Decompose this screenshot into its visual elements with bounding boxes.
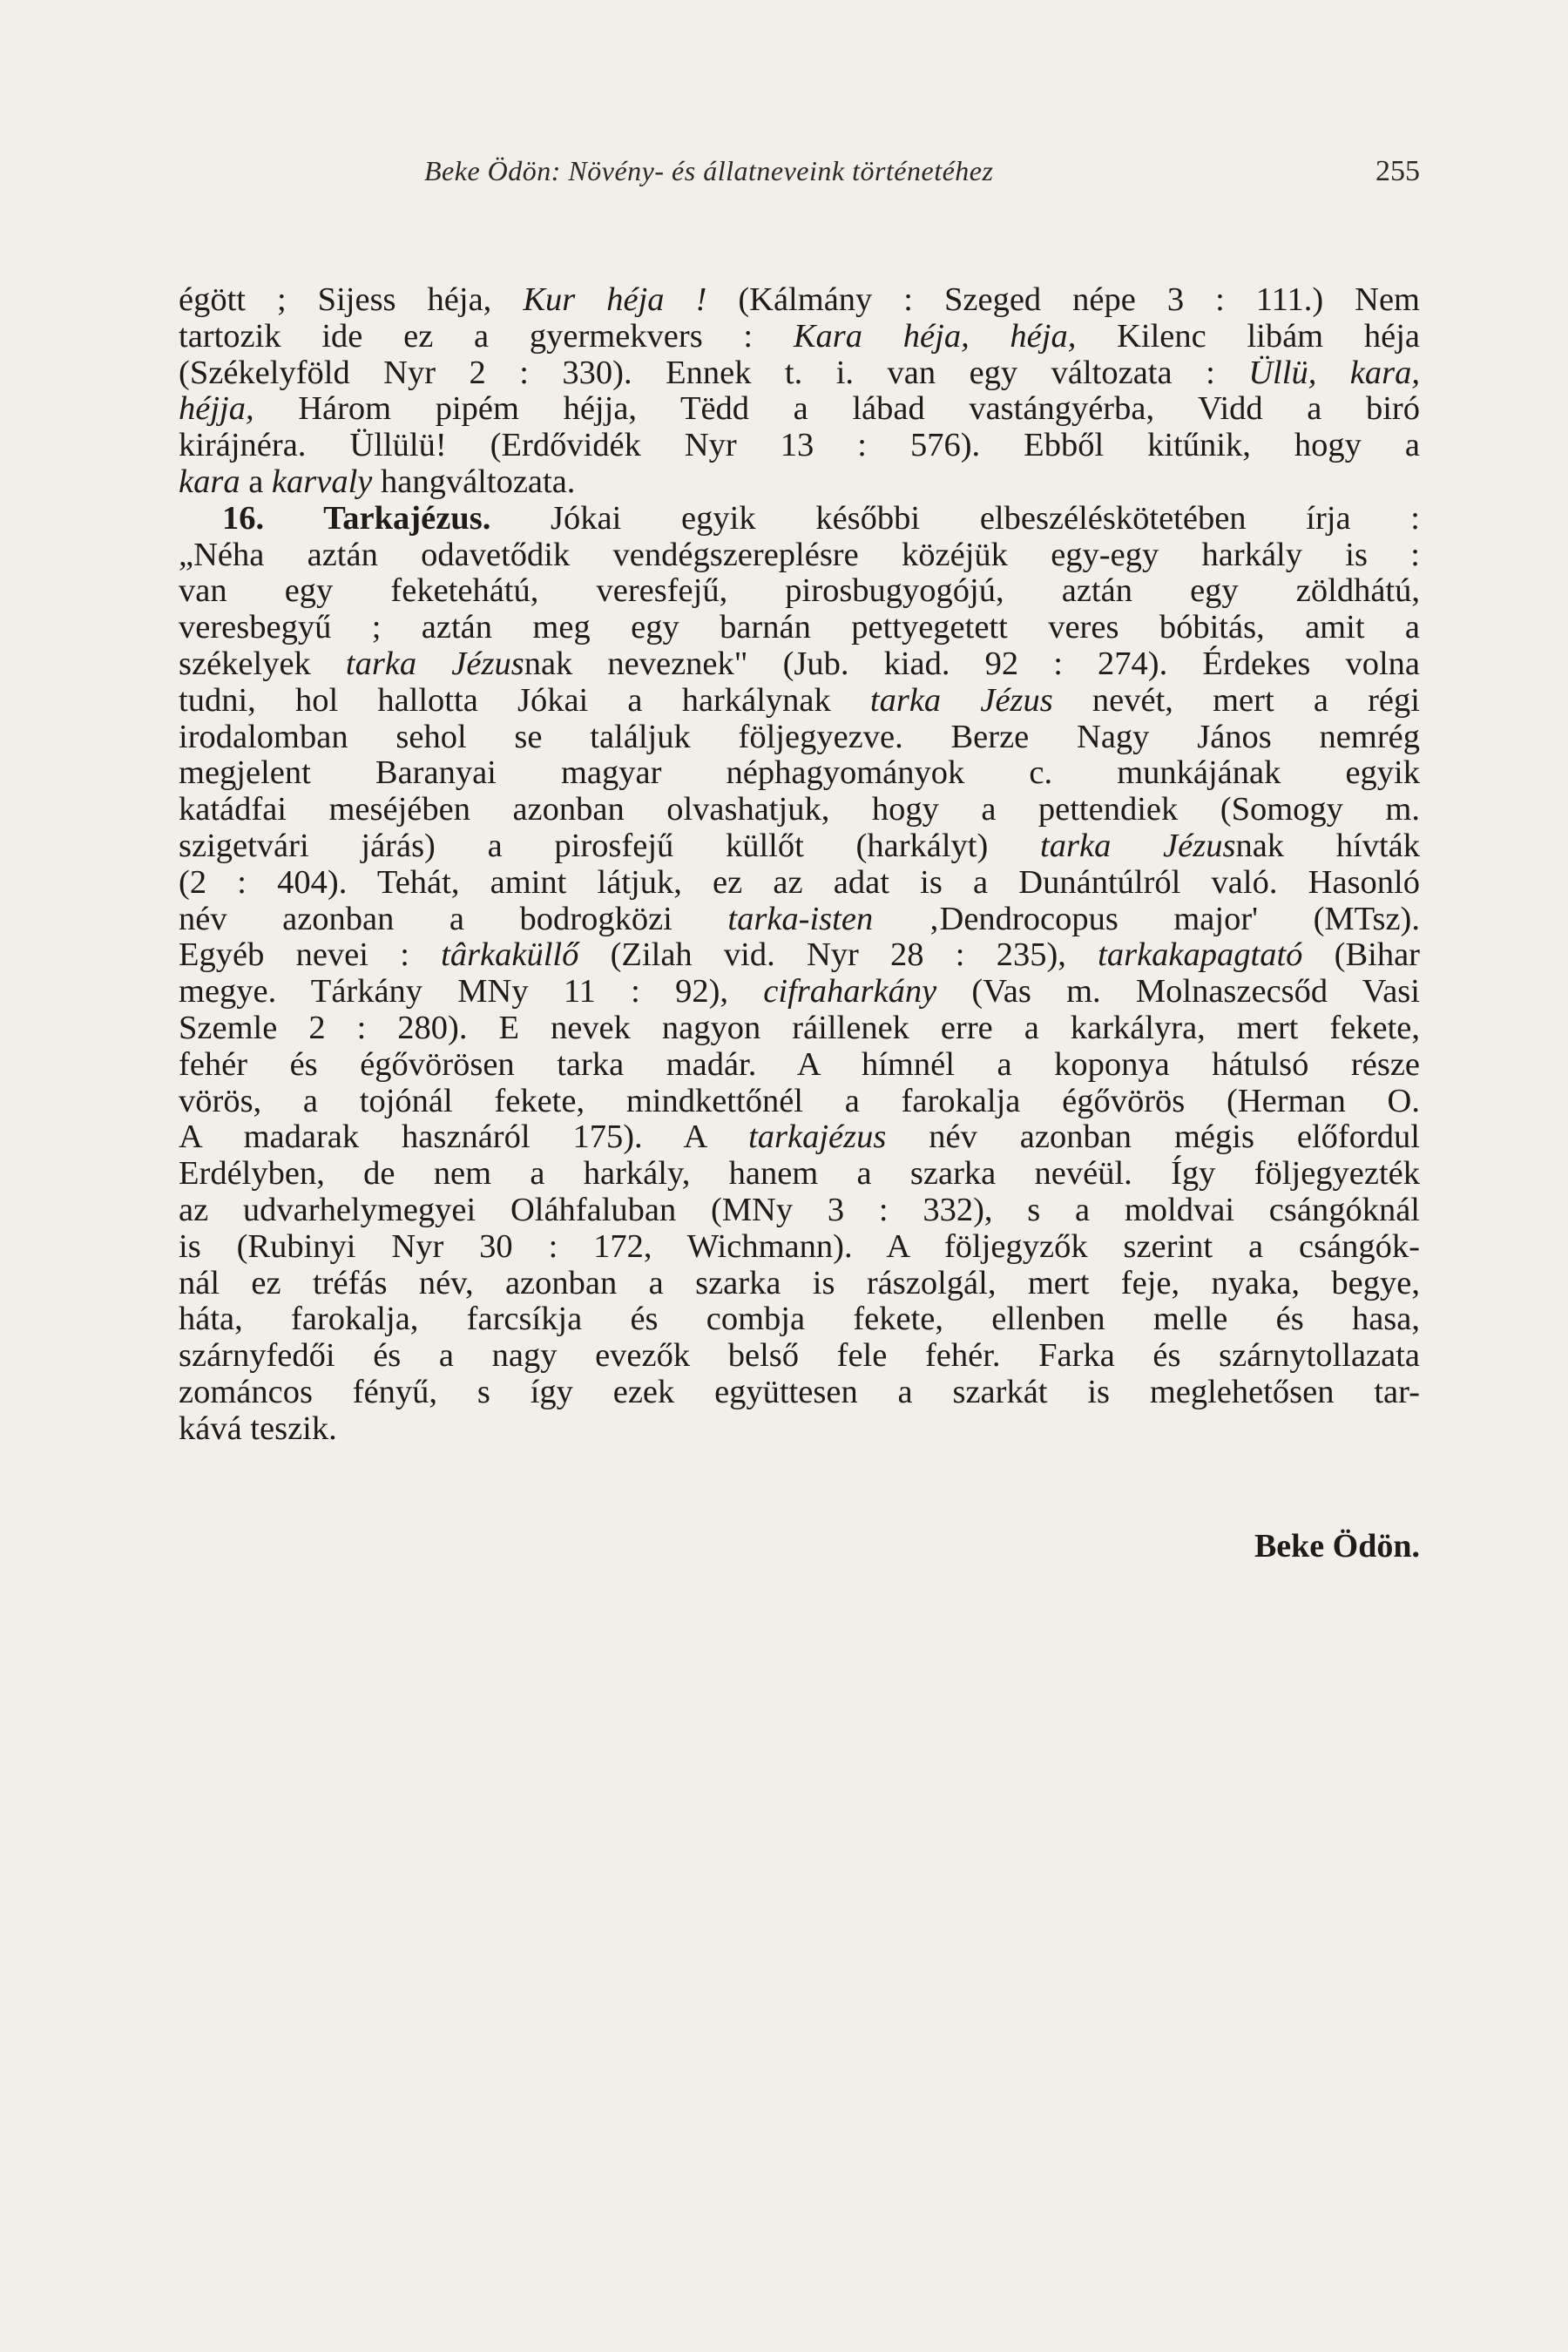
text-line: kara a karvaly hangváltozata. [179, 463, 576, 500]
text-line: is (Rubinyi Nyr 30 : 172, Wichmann). A följegyzők szerint a csángók- [179, 1227, 1420, 1265]
running-header [179, 155, 1420, 199]
text-line: név azonban a bodrogközi tarka-isten ‚Dendrocopus major' (MTsz). [179, 900, 1421, 937]
text-line: szárnyfedői és a nagy evezők belső fele fehér. Farka és szárnytollazata [179, 1337, 1420, 1375]
text-line: székelyek tarka Jézusnak neveznek" (Jub. kiad. 92 : 274). Érdekes volna [179, 645, 1420, 682]
text-line: Szemle 2 : 280). E nevek nagyon ráillenek erre a karkályra, mert fekete, [179, 1009, 1420, 1046]
text-line: veresbegyű ; aztán meg egy barnán pettyegetett veres bóbitás, amit a [179, 609, 1420, 646]
text-line: szigetvári járás) a pirosfejű küllőt (harkályt) tarka Jézusnak hívták [179, 827, 1420, 864]
text-line: kává teszik. [179, 1409, 337, 1447]
text-line: kirájnéra. Üllülü! (Erdővidék Nyr 13 : 576). Ebből kitűnik, hogy a [179, 427, 1420, 464]
text-line: vörös, a tojónál fekete, mindkettőnél a farokalja égővörös (Herman O. [179, 1082, 1420, 1119]
text-line: (Székelyföld Nyr 2 : 330). Ennek t. i. van egy változata : Üllü, kara, [179, 354, 1420, 391]
running-title: Beke Ödön: Növény- és állatneveink történetéhez [424, 155, 994, 186]
author-signature: Beke Ödön. [1254, 1528, 1420, 1565]
text-line: Egyéb nevei : târkaküllő (Zilah vid. Nyr 28 : 235), tarkakapagtató (Bihar [179, 936, 1420, 974]
section-heading: 16. Tarkajézus. [222, 499, 491, 537]
text-line: (2 : 404). Tehát, amint látjuk, ez az adat is a Dunántúlról való. Hasonló [179, 863, 1420, 901]
section-heading-line: 16. Tarkajézus. Jókai egyik későbbi elbeszéléskötetében írja : [222, 499, 1420, 537]
text-line: irodalomban sehol se találjuk följegyezve. Berze Nagy János nemrég [179, 718, 1420, 755]
text-line: Erdélyben, de nem a harkály, hanem a szarka nevéül. Így följegyezték [179, 1155, 1420, 1193]
text-line: háta, farokalja, farcsíkja és combja fekete, ellenben melle és hasa, [179, 1301, 1420, 1338]
text-line: zománcos fényű, s így ezek együttesen a szarkát is meglehetősen tar- [179, 1373, 1420, 1410]
page-number: 255 [1375, 155, 1420, 187]
text-line: megjelent Baranyai magyar néphagyományok c. munkájának egyik [179, 754, 1420, 792]
text-line: égött ; Sijess héja, Kur héja ! (Kálmány : Szeged népe 3 : 111.) Nem [179, 281, 1420, 318]
text-line: A madarak hasznáról 175). A tarkajézus név azonban mégis előfordul [179, 1119, 1420, 1156]
text-line: héjja, Három pipém héjja, Tëdd a lábad vastángyérba, Vidd a biró [179, 390, 1420, 428]
text-line: tudni, hol hallotta Jókai a harkálynak tarka Jézus nevét, mert a régi [179, 681, 1420, 719]
text-line: az udvarhelymegyei Oláhfaluban (MNy 3 : 332), s a moldvai csángóknál [179, 1191, 1420, 1228]
text-line: megye. Tárkány MNy 11 : 92), cifraharkány (Vas m. Molnaszecsőd Vasi [179, 973, 1420, 1010]
text-line: nál ez tréfás név, azonban a szarka is rászolgál, mert feje, nyaka, begye, [179, 1264, 1420, 1301]
text-line: fehér és égővörösen tarka madár. A hímnél a koponya hátulsó része [179, 1045, 1420, 1083]
text-line: van egy feketehátú, veresfejű, pirosbugyogójú, aztán egy zöldhátú, [179, 572, 1420, 610]
text-line: tartozik ide ez a gyermekvers : Kara héja, héja, Kilenc libám héja [179, 317, 1420, 355]
text-line: katádfai meséjében azonban olvashatjuk, hogy a pettendiek (Somogy m. [179, 791, 1420, 828]
article-body [179, 282, 1420, 1448]
text-line: „Néha aztán odavetődik vendégszereplésre közéjük egy-egy harkály is : [179, 536, 1420, 573]
